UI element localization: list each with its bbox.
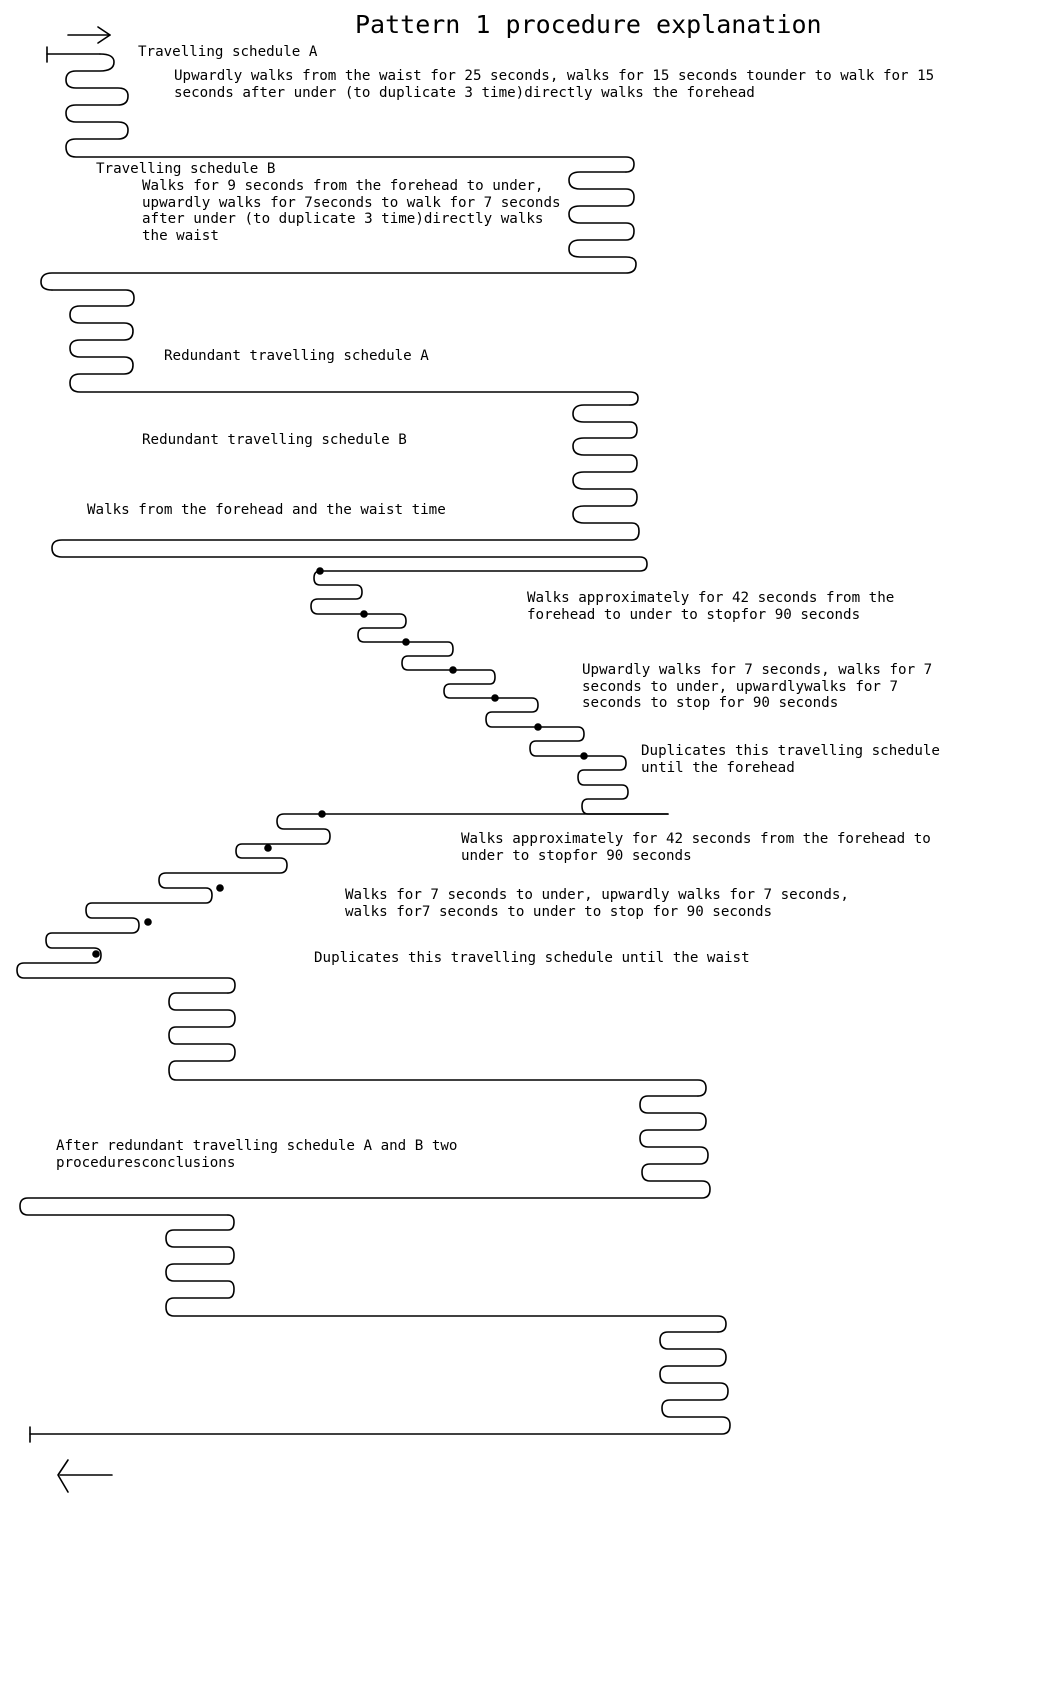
forehead-waist-time-label: Walks from the forehead and the waist time xyxy=(87,502,446,518)
up-7-cycle-label: Upwardly walks for 7 seconds, walks for 7 seconds to under, upwardlywalks for 7 seconds to stop for 90 seconds xyxy=(582,662,933,711)
stop-dot xyxy=(580,752,588,760)
stop-dot xyxy=(360,610,368,618)
stop-dot xyxy=(402,638,410,646)
dup-until-waist-label: Duplicates this travelling schedule until the waist xyxy=(314,950,750,966)
redundant-b-label: Redundant travelling schedule B xyxy=(142,432,407,448)
under-7-cycle-label: Walks for 7 seconds to under, upwardly walks for 7 seconds, walks for7 seconds to under to stop for 90 seconds xyxy=(345,887,849,920)
stop-dot xyxy=(92,950,100,958)
down-42-first-label: Walks approximately for 42 seconds from the forehead to under to stopfor 90 seconds xyxy=(527,590,895,623)
schedule-a-repeat-path xyxy=(169,993,706,1096)
right-arrow-icon xyxy=(68,27,110,43)
down-42-second-label: Walks approximately for 42 seconds from the forehead to under to stopfor 90 seconds xyxy=(461,831,931,864)
stop-dot xyxy=(534,723,542,731)
redundant-schedule-b-path xyxy=(52,405,647,571)
stop-dot xyxy=(264,844,272,852)
stop-dot xyxy=(491,694,499,702)
stop-dot xyxy=(449,666,457,674)
start-marker xyxy=(47,47,100,62)
schedule-a-description: Upwardly walks from the waist for 25 seconds, walks for 15 seconds tounder to walk for 15 seconds after under (to duplicate 3 time)directly walks the forehead xyxy=(174,68,935,101)
redundant-a-label: Redundant travelling schedule A xyxy=(164,348,429,364)
schedule-b-description: Walks for 9 seconds from the forehead to under, upwardly walks for 7seconds to walk for 7 seconds after under (to duplicate 3 time)directly walks the waist xyxy=(142,178,561,244)
stop-dot xyxy=(316,567,324,575)
stop-dot xyxy=(318,810,326,818)
conclusion-label: After redundant travelling schedule A and B two proceduresconclusions xyxy=(56,1138,458,1171)
schedule-b-title: Travelling schedule B xyxy=(96,161,276,177)
left-arrow-icon xyxy=(58,1460,112,1492)
diagram-title: Pattern 1 procedure explanation xyxy=(355,10,822,39)
schedule-a-title: Travelling schedule A xyxy=(138,44,318,60)
dup-until-forehead-label: Duplicates this travelling schedule until the forehead xyxy=(641,743,940,776)
schedule-a-final-path xyxy=(166,1215,726,1332)
stop-dot xyxy=(216,884,224,892)
stop-dot xyxy=(144,918,152,926)
schedule-b-final-path xyxy=(30,1332,730,1434)
